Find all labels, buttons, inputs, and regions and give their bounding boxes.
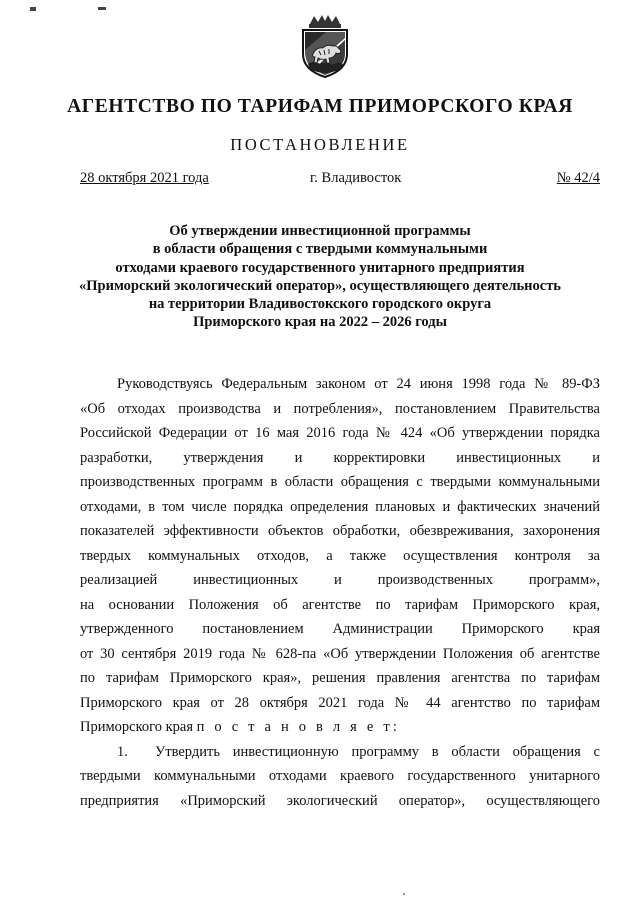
scan-edge-mark [0, 0, 640, 6]
document-date: 28 октября 2021 года [80, 170, 209, 186]
title-line: в области обращения с твердыми коммунальными [152, 241, 488, 258]
agency-name: АГЕНТСТВО ПО ТАРИФАМ ПРИМОРСКОГО КРАЯ [67, 96, 573, 117]
coat-of-arms-icon [296, 14, 354, 80]
body-line: Приморского края от 28 октября 2021 года № 44 агентство по тарифам [80, 694, 600, 711]
item-1-first-line [80, 740, 600, 765]
item-1-number: 1. [117, 743, 128, 760]
body-line: твердыми коммунальными отходами краевого государственного унитарного [80, 768, 600, 784]
title-line: «Приморский экологический оператор», осуществляющего деятельность [79, 277, 561, 294]
title-line: Об утверждении инвестиционной программы [169, 223, 471, 239]
body-line: на основании Положения об агентстве по тарифам Приморского края, [80, 596, 600, 613]
document-title [60, 222, 580, 332]
body-line-resolution [80, 715, 600, 740]
body-line: Российской Федерации от 16 мая 2016 года № 424 «Об утверждении порядка [80, 425, 600, 441]
body-line: Руководствуясь Федеральным законом от 24 июня 1998 года № 89-ФЗ [117, 376, 600, 392]
resolves-word: п о с т а н о в л я е т: [196, 719, 401, 735]
body-line: отходами, в том числе порядка определения плановых и фактических значений [80, 498, 600, 515]
title-line: отходами краевого государственного унитарного предприятия [115, 259, 525, 276]
title-line: Приморского края на 2022 – 2026 годы [193, 314, 447, 331]
scan-speck [403, 893, 405, 895]
document-meta-row [80, 170, 600, 192]
document-type-heading: ПОСТАНОВЛЕНИЕ [230, 135, 410, 154]
body-line: по тарифам Приморского края», решения правления агентства по тарифам [80, 670, 600, 686]
body-line: реализацией инвестиционных и производственных программ», [80, 572, 600, 588]
document-body [80, 372, 600, 813]
body-line: предприятия «Приморский экологический оператор», осуществляющего [80, 792, 600, 809]
body-line: «Об отходах производства и потребления», постановлением Правительства [80, 400, 600, 417]
body-line: производственных программ в области обращения с твердыми коммунальными [80, 474, 600, 490]
document-number: № 42/4 [556, 170, 600, 186]
body-line-end: Приморского края [80, 719, 194, 735]
body-line: от 30 сентября 2019 года № 628-па «Об утверждении Положения об агентстве [80, 645, 600, 662]
body-line: твердых коммунальных отходов, а также осуществления контроля за [80, 547, 600, 564]
title-line: на территории Владивостокского городского округа [148, 296, 492, 313]
document-city: г. Владивосток [310, 170, 402, 186]
body-line: утвержденного постановлением Администрации Приморского края [80, 621, 600, 637]
body-line: разработки, утверждения и корректировки инвестиционных и [80, 449, 600, 466]
item-1-text: Утвердить инвестиционную программу в области обращения с [155, 743, 600, 760]
body-line: показателей эффективности объектов обработки, обезвреживания, захоронения [80, 523, 600, 539]
